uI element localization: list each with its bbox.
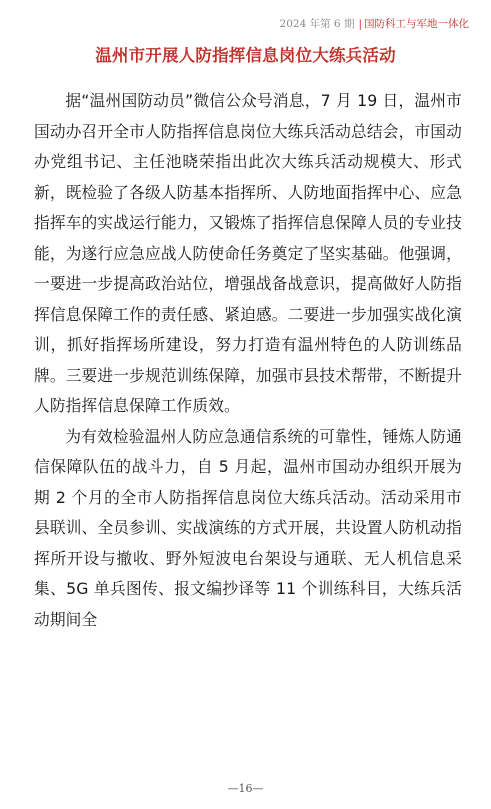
issue-label: 2024 年第 6 期 xyxy=(279,18,355,30)
running-header xyxy=(280,16,469,31)
article-body xyxy=(34,86,462,635)
page-number: —16— xyxy=(227,782,264,795)
paragraph: 为有效检验温州人防应急通信系统的可靠性，锤炼人防通信保障队伍的战斗力，自 5 月起，温州市国动办组织开展为期 2 个月的全市人防指挥信息岗位大练兵活动。活动采用市县联训、全员参训、实战演练的方式开展，共设置人防机动指挥所开设与撤收、野外短波电台架设与通联、无人机信息采集、5G 单兵图传、报文编抄译等 11 个训练科目，大练兵活动期间全 xyxy=(34,426,462,629)
column-name: 国防科工与军地一体化 xyxy=(364,18,469,30)
header-separator: | xyxy=(358,18,362,30)
article-title: 温州市开展人防指挥信息岗位大练兵活动 xyxy=(95,46,396,65)
paragraph: 据“温州国防动员”微信公众号消息，7 月 19 日，温州市国动办召开全市人防指挥信息岗位大练兵活动总结会，市国动办党组书记、主任池晓荣指出此次大练兵活动规模大、形式新，既检验了各级人防基本指挥所、人防地面指挥中心、应急指挥车的实战运行能力，又锻炼了指挥信息保障人员的专业技能，为遂行应急应战人防使命任务奠定了坚实基础。他强调，一要进一步提高政治站位，增强战备战意识，提高做好人防指挥信息保障工作的责任感、紧迫感。二要进一步加强实战化演训，抓好指挥场所建设，努力打造有温州特色的人防训练品牌。三要进一步规范训练保障，加强市县技术帮带，不断提升人防指挥信息保障工作质效。 xyxy=(34,91,462,415)
